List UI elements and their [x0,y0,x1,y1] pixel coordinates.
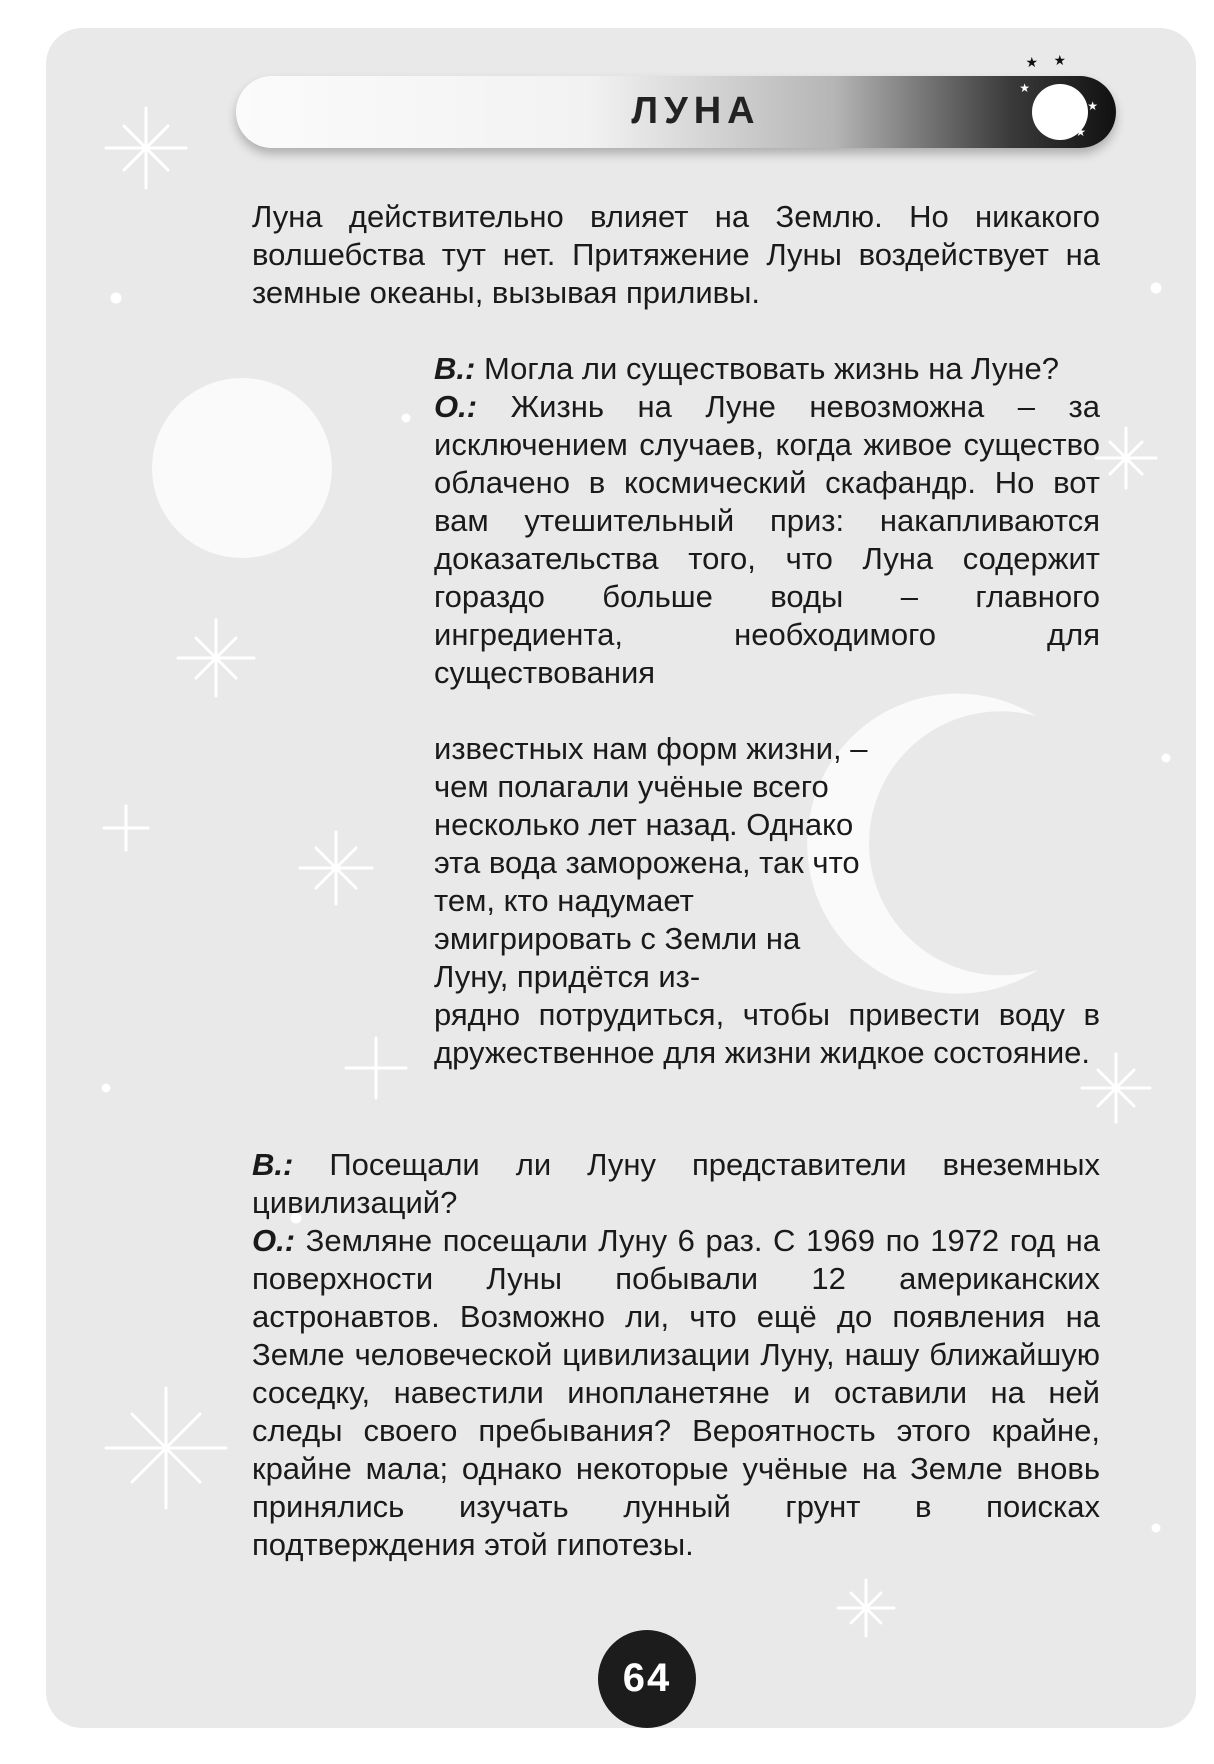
answer-text: рядно потрудиться, чтобы привести воду в дружественное для жизни жидкое состояние. [434,997,1100,1070]
header-bar [236,52,1116,148]
star-icon: ★ [1025,54,1038,70]
answer-1-continued [434,730,874,996]
intro-text: Луна действительно влияет на Землю. Но никакого волшебства тут нет. Притяжение Луны воздействует на земные океаны, вызывая приливы. [252,199,1100,310]
star-icon [103,1085,109,1091]
star-icon [1163,755,1169,761]
qa-block-2 [252,1146,1100,1564]
answer-label: О.: [434,389,478,424]
star-icon: ★ [1075,125,1086,139]
question-label: В.: [434,351,476,386]
answer-1-end [434,996,1100,1072]
question-label: В.: [252,1147,294,1182]
page-title: ЛУНА [631,90,761,132]
star-icon [1152,284,1160,292]
star-icon [106,1388,226,1508]
star-icon: ★ [1053,52,1066,68]
question-1 [434,350,1100,388]
answer-2 [252,1222,1100,1564]
answer-1 [434,388,1100,692]
star-icon: ★ [1019,81,1030,95]
answer-text: Земляне посещали Луну 6 раз. С 1969 по 1972 год на поверхности Луны побывали 12 американских астронавтов. Возможно ли, что ещё до появления на Земле человеческой цивилизации Луну, нашу ближайшую соседку, навестили инопланетяне и оставили на ней следы своего пребывания? Вероятность этого крайне, крайне мала; однако некоторые учёные на Земле вновь принялись изучать лунный грунт в поисках подтверждения этой гипотезы. [252,1223,1100,1562]
answer-label: О.: [252,1223,296,1258]
question-2 [252,1146,1100,1222]
page [46,28,1196,1728]
answer-text: Жизнь на Луне невозможна – за исключением случаев, когда живое существо облачено в космический скафандр. Но вот вам утешительный приз: накапливаются доказательства того, что Луна содержит гораздо больше воды – главного ингредиента, необходимого для существования [434,389,1100,690]
star-icon [1096,428,1156,488]
star-icon [178,620,254,696]
star-icon [346,1038,406,1098]
star-icon [106,108,186,188]
star-icon [838,1580,894,1636]
question-text: Могла ли существовать жизнь на Луне? [475,351,1059,386]
star-icon: ★ [1087,99,1098,113]
answer-text: известных нам форм жизни, – чем полагали учёные всего несколько лет назад. Однако эта вода заморожена, так что тем, кто надумает эмигрировать с Земли на Луну, придётся из- [434,731,868,994]
star-icon [300,832,372,904]
intro-paragraph [252,198,1100,312]
page-number-badge [598,1630,696,1728]
page-number: 64 [622,1656,672,1700]
star-icon [1153,1525,1159,1531]
star-icon [403,415,409,421]
star-icon [112,294,120,302]
qa-block-1 [434,350,1100,692]
question-text: Посещали ли Луну представители внеземных цивилизаций? [252,1147,1100,1220]
full-moon-icon [152,378,332,558]
star-icon [104,806,148,850]
